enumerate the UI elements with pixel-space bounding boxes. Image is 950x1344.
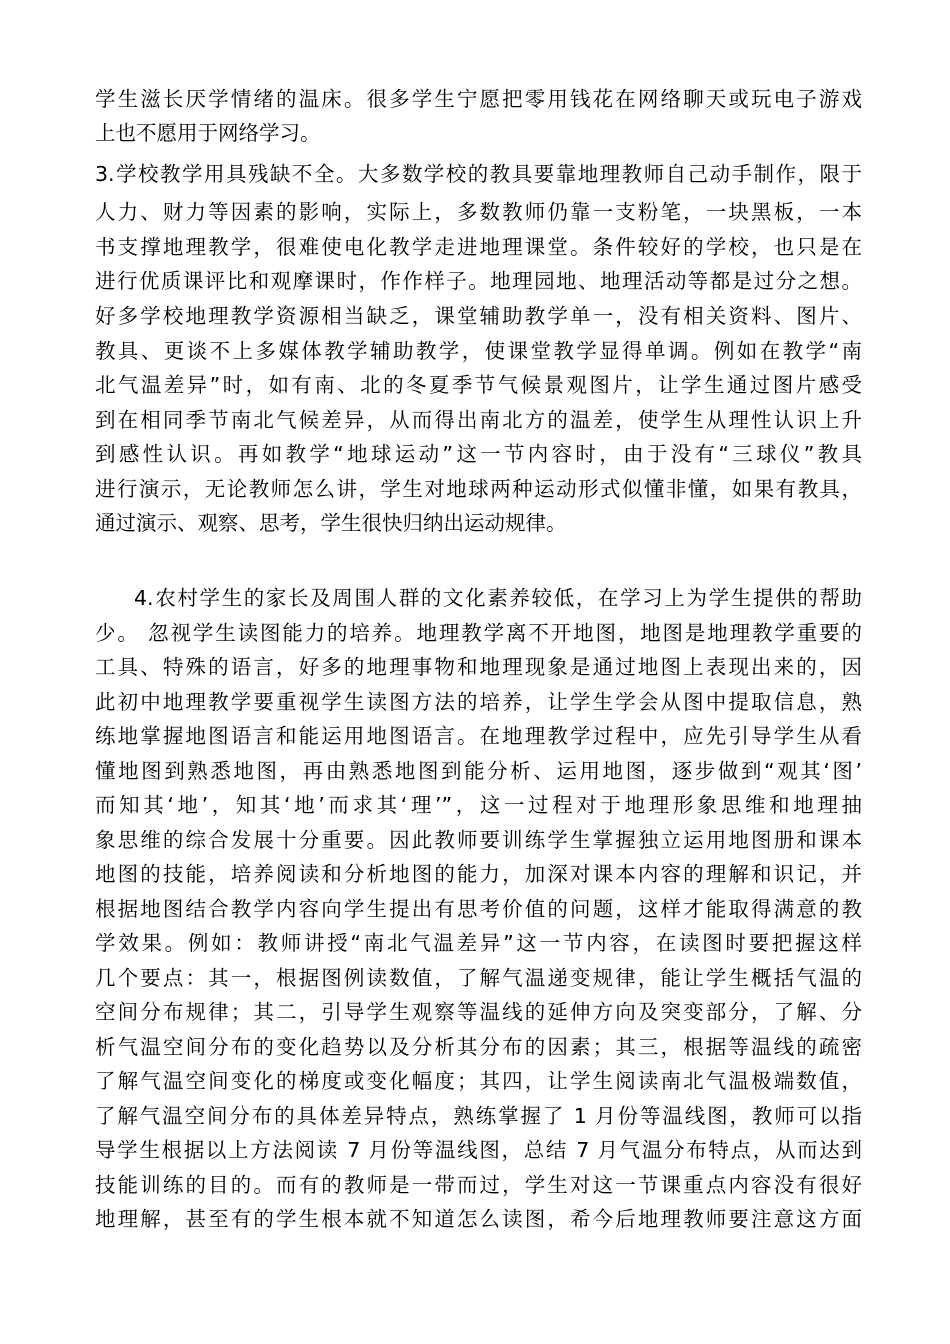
- paragraph-line: 3.学校教学用具残缺不全。大多数学校的教具要靠地理教师自己动手制作，限于: [95, 162, 862, 186]
- paragraph-line: 北气温差异”时，如有南、北的冬夏季节气候景观图片，让学生通过图片感受: [95, 373, 862, 397]
- paragraph-line: 到感性认识。再如教学“地球运动”这一节内容时，由于没有“三球仪”教具: [95, 442, 862, 466]
- paragraph-line: 4.农村学生的家长及周围人群的文化素养较低，在学习上为学生提供的帮助: [134, 586, 862, 610]
- paragraph-line: 技能训练的目的。而有的教师是一带而过，学生对这一节课重点内容没有很好: [95, 1173, 862, 1197]
- paragraph-line: 几个要点：其一，根据图例读数值，了解气温递变规律，能让学生概括气温的: [95, 966, 862, 990]
- paragraph-line: 了解气温空间分布的具体差异特点，熟练掌握了 1 月份等温线图，教师可以指: [95, 1104, 862, 1128]
- paragraph-line: 进行优质课评比和观摩课时，作作样子。地理园地、地理活动等都是过分之想。: [95, 269, 862, 293]
- paragraph-line: 人力、财力等因素的影响，实际上，多数教师仍靠一支粉笔，一块黑板，一本: [95, 200, 862, 224]
- paragraph-line: 地图的技能，培养阅读和分析地图的能力，加深对课本内容的理解和识记，并: [95, 862, 862, 886]
- paragraph-line: 练地掌握地图语言和能运用地图语言。在地理教学过程中，应先引导学生从看: [95, 724, 862, 748]
- paragraph-line: 象思维的综合发展十分重要。因此教师要训练学生掌握独立运用地图册和课本: [95, 828, 862, 852]
- paragraph-line: 书支撑地理教学，很难使电化教学走进地理课堂。条件较好的学校，也只是在: [95, 235, 862, 259]
- paragraph-line: 好多学校地理教学资源相当缺乏，课堂辅助教学单一，没有相关资料、图片、: [95, 304, 862, 328]
- paragraph-line: 而知其‘地’，知其‘地’而求其‘理’”，这一过程对于地理形象思维和地理抽: [95, 793, 862, 817]
- paragraph-line: 根据地图结合教学内容向学生提出有思考价值的问题，这样才能取得满意的教: [95, 897, 862, 921]
- paragraph-line: 地理解，甚至有的学生根本就不知道怎么读图，希今后地理教师要注意这方面: [95, 1207, 862, 1231]
- paragraph-line: 析气温空间分布的变化趋势以及分析其分布的因素；其三，根据等温线的疏密: [95, 1035, 862, 1059]
- paragraph-line: 通过演示、观察、思考，学生很快归纳出运动规律。: [95, 511, 567, 535]
- paragraph-line: 教具、更谈不上多媒体教学辅助教学，使课堂教学显得单调。例如在教学“南: [95, 339, 862, 363]
- paragraph-line: 工具、特殊的语言，好多的地理事物和地理现象是通过地图上表现出来的，因: [95, 655, 862, 679]
- paragraph-line: 学效果。例如：教师讲授“南北气温差异”这一节内容，在读图时要把握这样: [95, 931, 862, 955]
- paragraph-line: 导学生根据以上方法阅读 7 月份等温线图，总结 7 月气温分布特点，从而达到: [95, 1138, 862, 1162]
- paragraph-line: 懂地图到熟悉地图，再由熟悉地图到能分析、运用地图，逐步做到“观其‘图’: [95, 759, 862, 783]
- paragraph-line: 上也不愿用于网络学习。: [95, 121, 321, 145]
- paragraph-line: 空间分布规律；其二，引导学生观察等温线的延伸方向及突变部分，了解、分: [95, 1000, 862, 1024]
- paragraph-line: 学生滋长厌学情绪的温床。很多学生宁愿把零用钱花在网络聊天或玩电子游戏: [95, 87, 862, 111]
- paragraph-line: 了解气温空间变化的梯度或变化幅度；其四，让学生阅读南北气温极端数值，: [95, 1069, 862, 1093]
- paragraph-line: 少。 忽视学生读图能力的培养。地理教学离不开地图，地图是地理教学重要的: [95, 621, 862, 645]
- paragraph-line: 进行演示，无论教师怎么讲，学生对地球两种运动形式似懂非懂，如果有教具，: [95, 477, 862, 501]
- paragraph-line: 此初中地理教学要重视学生读图方法的培养，让学生学会从图中提取信息，熟: [95, 690, 862, 714]
- paragraph-line: 到在相同季节南北气候差异，从而得出南北方的温差，使学生从理性认识上升: [95, 408, 862, 432]
